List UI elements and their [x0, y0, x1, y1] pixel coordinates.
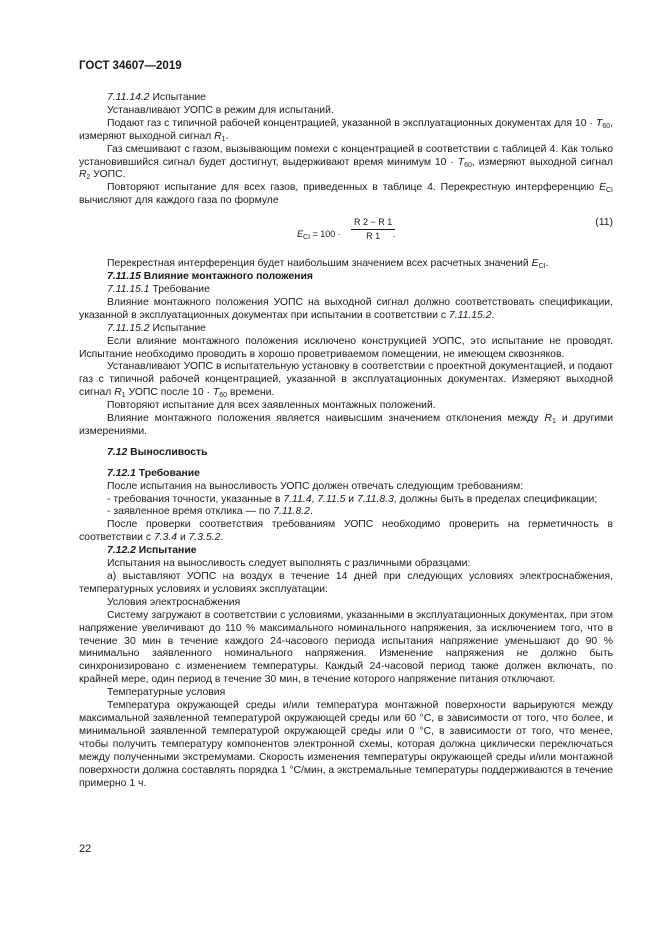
paragraph: Если влияние монтажного положения исключено конструкцией УОПС, это испытание не проводят. Испытание необходимо проводить в хорошо проветриваемом помещении, не имеющем сквозняков.: [79, 335, 613, 360]
section-heading: 7.12.1 Требование: [107, 467, 200, 479]
paragraph: Устанавливают УОПС в испытательную установку в соответствии с проектной документацией, и подают газ с типичной рабочей концентрацией, указанной в эксплуатационных документах. Измеряют выходной сигнал $R_1$ УОПС после $10 \cdot T_{60}$ времени.: [79, 361, 613, 400]
list-item: - заявленное время отклика — по 7.11.8.2.: [107, 506, 313, 518]
paragraph: Перекрестная интерференция будет наибольшим значением всех расчетных значений $E_{CI}$.: [107, 258, 549, 271]
paragraph: После испытания на выносливость УОПС должен отвечать следующим требованиям:: [107, 480, 524, 492]
paragraph: Влияние монтажного положения УОПС на выходной сигнал должно соответствовать спецификации, указанной в эксплуатационных документах при испытании в соответствии с 7.11.15.2.: [79, 296, 613, 321]
page-number: 22: [79, 843, 92, 855]
page-body: [79, 92, 613, 790]
paragraph: Влияние монтажного положения является наивысшим значением отклонения между $R_1$ и другими измерениями.: [79, 413, 613, 437]
formula-numerator: R 2 − R 1: [351, 216, 395, 230]
paragraph: а) выставляют УОПС на воздух в течение 14 дней при следующих условиях электроснабжения, температурных условиях и условиях эксплуатации:: [79, 571, 613, 595]
paragraph: Систему загружают в соответствии с условиями, указанными в эксплуатационных документах, при этом напряжение увеличивают до 110 % максимального номинального напряжения, за исключением того, что в течение 30 мин в течение каждого 24-часового периода испытания напряжение уменьшают до 90 % минимально заявленного номинального напряжения. Изменение напряжения не должно быть синхронизировано с изменением температуры. Каждый 24-часовой период также должен включать, по крайней мере, один период в течение 30 мин, в течение которого напряжение питания отключают.: [79, 609, 613, 686]
formula-denominator: R 1: [366, 231, 381, 242]
clause-heading: 7.11.15.2 Испытание: [107, 322, 206, 334]
paragraph: Подают газ с типичной рабочей концентрацией, указанной в эксплуатационных документах для $10 \cdot T_{60}$, измеряют выходной сигнал $R_1$.: [79, 117, 613, 143]
formula-number: (11): [595, 217, 613, 229]
paragraph: Газ смешивают с газом, вызывающим помехи с концентрацией в соответствии с таблицей 4. Как только установившийся сигнал будет достигнут, выдерживают время минимум $10 \cdot T_{60}$, измеряют выходной сигнал $R_2$ УОПС.: [79, 143, 613, 182]
paragraph: Устанавливают УОПС в режим для испытаний.: [107, 104, 334, 116]
clause-heading: 7.11.14.2 Испытание: [107, 92, 206, 103]
section-heading: 7.12.2 Испытание: [107, 545, 197, 557]
paragraph: После проверки соответствия требованиям УОПС необходимо проверить на герметичность в соответствии с 7.3.4 и 7.3.5.2.: [79, 519, 613, 544]
section-heading: 7.11.15 Влияние монтажного положения: [107, 271, 313, 283]
list-item: - требования точности, указанные в 7.11.4, 7.11.5 и 7.11.8.3, должны быть в пределах спецификации;: [107, 493, 598, 505]
formula-fraction: [351, 216, 395, 243]
paragraph: Повторяют испытание для всех заявленных монтажных положений.: [107, 400, 436, 412]
paragraph: Температура окружающей среды и/или температура монтажной поверхности варьируются между максимальной заявленной температурой окружающей среды или 60 °С, в зависимости от того, что более, и минимальной заявленной температурой окружающей среды или 0 °С, в зависимости от того, что менее, чтобы получить температуру компонентов электронной схемы, которая должна циклически переключаться между полученными экстремумами. Скорость изменения температуры окружающей среды и/или монтажной поверхности должна составлять порядка 1 °С/мин, а экстремальные температуры поддерживаются в течение примерно 1 ч.: [79, 700, 613, 789]
subheading: Температурные условия: [107, 687, 226, 699]
paragraph: Повторяют испытание для всех газов, приведенных в таблице 4. Перекрестную интерференцию $E_{CI}$ вычисляют для каждого газа по формуле: [79, 182, 613, 207]
clause-heading: 7.11.15.1 Требование: [107, 283, 210, 295]
paragraph: Испытания на выносливость следует выполнять с различными образцами:: [107, 558, 471, 570]
subheading: Условия электроснабжения: [107, 596, 241, 608]
document-header: ГОСТ 34607—2019: [79, 60, 182, 72]
section-heading: 7.12 Выносливость: [107, 446, 208, 458]
formula-end: .: [393, 229, 396, 240]
formula-11: [79, 216, 613, 254]
formula-lhs: $E_{CI} = 100$ ·: [297, 229, 341, 242]
